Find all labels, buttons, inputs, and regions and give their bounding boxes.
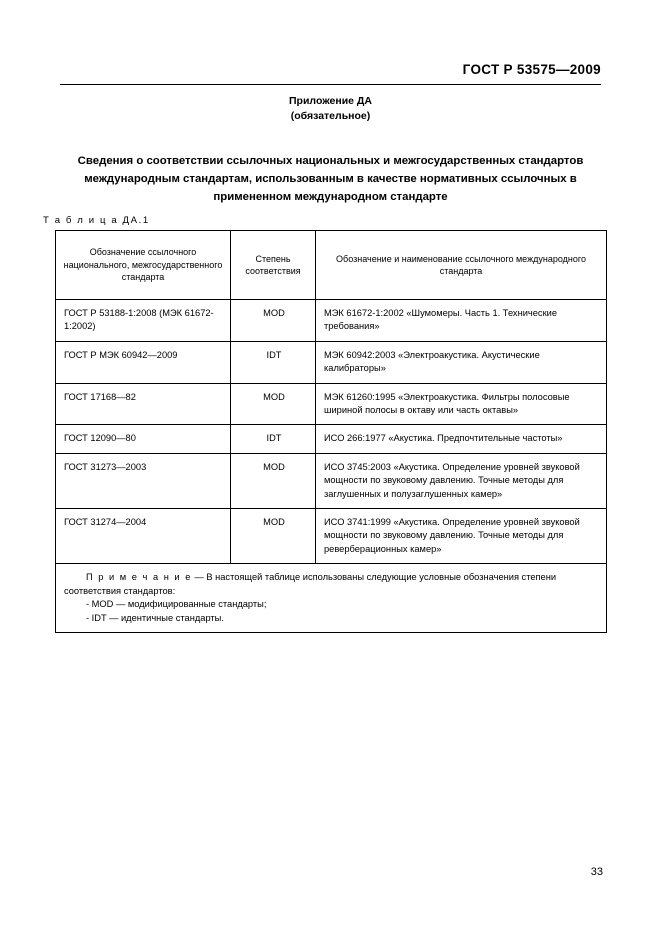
cell-international: МЭК 61672-1:2002 «Шумомеры. Часть 1. Технические требования»	[316, 300, 607, 342]
column-header-international: Обозначение и наименование ссылочного международного стандарта	[316, 231, 607, 300]
table-row	[56, 425, 607, 453]
table-header-row	[56, 231, 607, 300]
standard-id: ГОСТ Р 53575—2009	[462, 62, 601, 77]
cell-international: МЭК 61260:1995 «Электроакустика. Фильтры полосовые шириной полосы в октаву или часть октавы»	[316, 383, 607, 425]
table-row	[56, 300, 607, 342]
cell-national: ГОСТ Р МЭК 60942—2009	[56, 341, 231, 383]
note-body: — В настоящей таблице использованы следующие условные обозначения степени соответствия стандартов:	[64, 572, 557, 596]
cell-degree: IDT	[231, 341, 316, 383]
standards-correspondence-table	[55, 230, 607, 633]
note-text-line	[64, 571, 600, 598]
page-header	[60, 62, 601, 84]
cell-national: ГОСТ 31273—2003	[56, 453, 231, 508]
cell-national: ГОСТ 12090—80	[56, 425, 231, 453]
cell-international: ИСО 3745:2003 «Акустика. Определение уровней звуковой мощности по звуковому давлению. Точные методы для заглушенных и полузаглушенных камер»	[316, 453, 607, 508]
table-note-row	[56, 564, 607, 633]
cell-national: ГОСТ Р 53188-1:2008 (МЭК 61672-1:2002)	[56, 300, 231, 342]
table-row	[56, 383, 607, 425]
cell-national: ГОСТ 31274—2004	[56, 509, 231, 564]
cell-international: ИСО 266:1977 «Акустика. Предпочтительные частоты»	[316, 425, 607, 453]
table-row	[56, 453, 607, 508]
table-note	[56, 564, 607, 633]
page-title: Сведения о соответствии ссылочных национальных и межгосударственных стандартов международным стандартам, использованным в качестве нормативных ссылочных в примененном международном стандарте	[77, 155, 584, 203]
note-item: - IDT — идентичные стандарты.	[86, 612, 224, 623]
header-divider	[60, 84, 601, 85]
note-label: П р и м е ч а н и е	[86, 572, 192, 583]
appendix-heading	[0, 95, 661, 122]
column-header-national: Обозначение ссылочного национального, межгосударственного стандарта	[56, 231, 231, 300]
table-caption: Т а б л и ц а ДА.1	[43, 215, 150, 226]
table-row	[56, 509, 607, 564]
cell-national: ГОСТ 17168—82	[56, 383, 231, 425]
cell-degree: MOD	[231, 509, 316, 564]
cell-degree: MOD	[231, 300, 316, 342]
cell-international: ИСО 3741:1999 «Акустика. Определение уровней звуковой мощности по звуковому давлению. Точные методы для реверберационных камер»	[316, 509, 607, 564]
page-number: 33	[590, 866, 603, 878]
appendix-subtitle: (обязательное)	[290, 110, 371, 122]
cell-international: МЭК 60942:2003 «Электроакустика. Акустические калибраторы»	[316, 341, 607, 383]
cell-degree: MOD	[231, 383, 316, 425]
table-row	[56, 341, 607, 383]
cell-degree: IDT	[231, 425, 316, 453]
appendix-title: Приложение ДА	[289, 95, 372, 107]
note-item: - MOD — модифицированные стандарты;	[86, 599, 267, 610]
column-header-degree: Степень соответствия	[231, 231, 316, 300]
cell-degree: MOD	[231, 453, 316, 508]
